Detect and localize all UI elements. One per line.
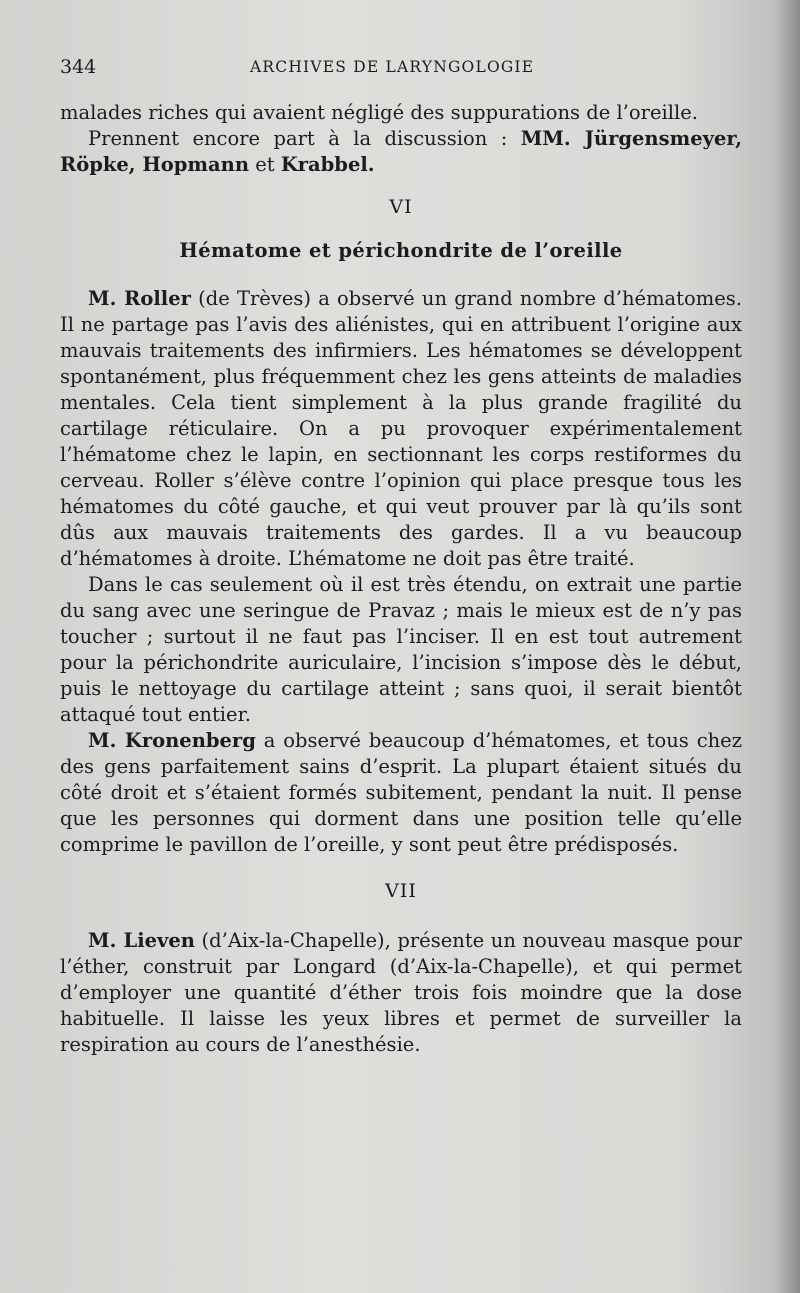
paragraph-text: (de Trèves) a observé un grand nombre d’hématomes. Il ne partage pas l’avis des aliénistes, qui en attribuent l’origine aux mauvais traitements des infirmiers. Les hématomes se développent spontanément, plus fréquemment chez les gens atteints de maladies mentales. Cela tient simplement à la plus grande fragilité du cartilage réticulaire. On a pu provoquer expérimentalement l’hématome chez le lapin, en sectionnant les corps restiformes du cerveau. Roller s’élève contre l’opinion qui place presque tous les hématomes du côté gauche, et qui veut prouver par là qu’ils sont dûs aux mauvais traitements des gardes. Il a vu beaucoup d’hématomes à droite. L’hématome ne doit pas être traité.: [60, 287, 742, 570]
speaker-name: M. Lieven: [88, 929, 195, 952]
section-title-vi: Hématome et périchondrite de l’oreille: [179, 239, 623, 262]
paragraph-continuation: malades riches qui avaient négligé des suppurations de l’oreille.: [60, 101, 698, 124]
paragraph-treatment: Dans le cas seulement où il est très étendu, on extrait une partie du sang avec une seringue de Pravaz ; mais le mieux est de n’y pas toucher ; surtout il ne faut pas l’inciser. Il en est tout autrement pour la périchondrite auriculaire, l’incision s’impose dès le début, puis le nettoyage du cartilage atteint ; sans quoi, il serait bientôt attaqué tout entier.: [60, 573, 742, 726]
paragraph-text: a observé beaucoup d’hématomes, et tous chez des gens parfaitement sains d’esprit. La plupart étaient situés du côté droit et s’étaient formés subitement, pendant la nuit. Il pense que les personnes qui dorment dans une position telle qu’elle comprime le pavillon de l’oreille, y sont peut être prédisposés.: [60, 729, 742, 856]
discussion-and: et: [249, 153, 281, 176]
page-header: [60, 56, 740, 86]
section-number-vii: VII: [385, 880, 417, 902]
speaker-name: M. Kronenberg: [88, 729, 256, 752]
paragraph-kronenberg: [60, 728, 742, 858]
page-edge-shadow: [774, 0, 800, 1293]
discussion-names: MM. Jürgensmeyer, Röpke, Hopmann: [60, 127, 742, 176]
page-body: [60, 100, 742, 1058]
paragraph-roller: [60, 286, 742, 572]
paragraph-lieven: [60, 928, 742, 1058]
running-title: ARCHIVES DE LARYNGOLOGIE: [250, 58, 535, 76]
paragraph-text: (d’Aix-la-Chapelle), présente un nouveau masque pour l’éther, construit par Longard (d’Aix-la-Chapelle), et qui permet d’employer une quantité d’éther trois fois moindre que la dose habituelle. Il laisse les yeux libres et permet de surveiller la respiration au cours de l’anesthésie.: [60, 929, 742, 1056]
speaker-name: M. Roller: [88, 287, 191, 310]
page-number: 344: [60, 56, 97, 78]
section-number-vi: VI: [389, 196, 413, 218]
discussion-text: Prennent encore part à la discussion :: [88, 127, 521, 150]
discussion-last-name: Krabbel.: [280, 153, 375, 176]
paragraph-discussion: [60, 126, 742, 178]
